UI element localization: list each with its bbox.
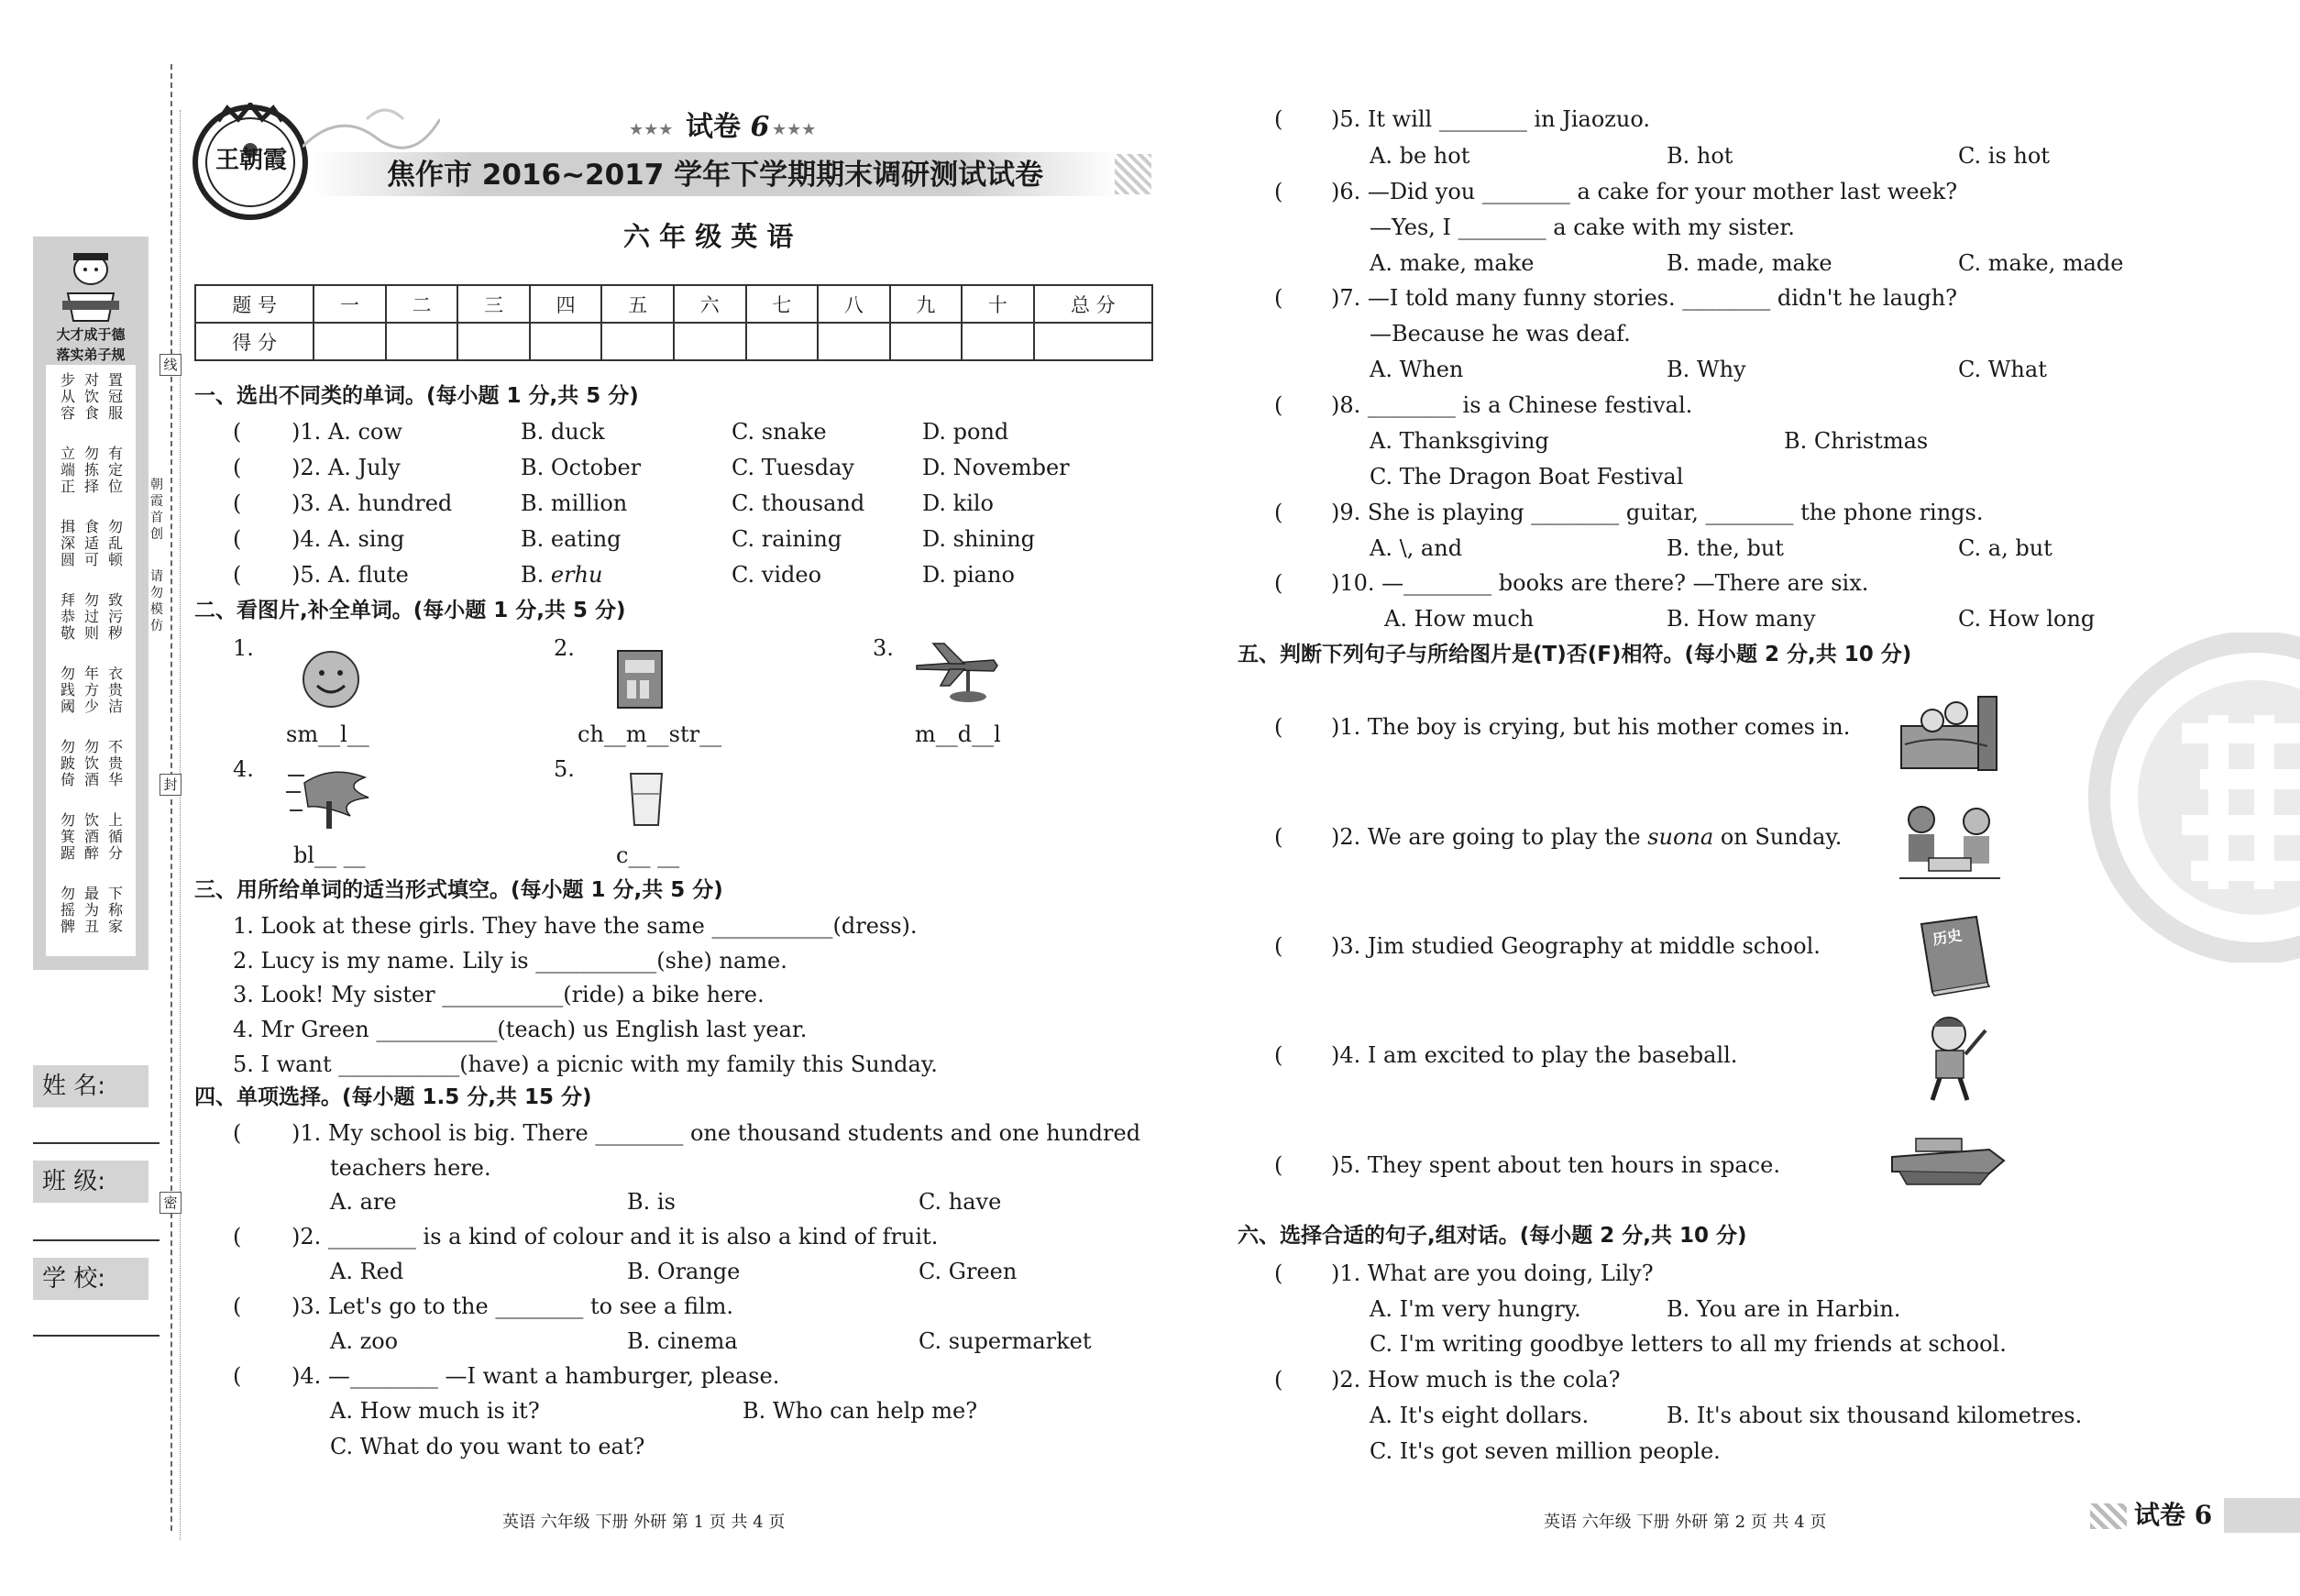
s2-word-4: bl__ __ <box>293 842 366 868</box>
s4-q7-b: B. Why <box>1667 357 1746 382</box>
motto-top: 大才成于德 <box>56 326 126 343</box>
s2-word-2: ch__m__str__ <box>578 721 722 747</box>
exam-title: 焦作市 2016~2017 学年下学期期末调研测试试卷 <box>387 159 1044 192</box>
score-cell[interactable] <box>818 323 890 360</box>
s4-q2-a: A. Red <box>330 1259 404 1284</box>
s4-q10-stem: )10. —________ books are there? —There are six. <box>1331 570 1869 596</box>
motto-bottom: 落实弟子规 <box>56 347 126 363</box>
s2-num-2: 2. <box>554 635 575 661</box>
s4-q3-stem: )3. Let's go to the ________ to see a film. <box>292 1293 734 1319</box>
s4-q2-paren[interactable]: ( <box>233 1224 242 1249</box>
s6-q1-a: A. I'm very hungry. <box>1370 1296 1581 1322</box>
s4-q5-stem: )5. It will ________ in Jiaozuo. <box>1331 106 1651 132</box>
paper-stars-right: ★★★ <box>772 120 817 139</box>
s1-option-b-label: B. <box>521 562 551 588</box>
footer-badge-bar <box>2224 1498 2300 1533</box>
s6-q1-paren[interactable]: ( <box>1274 1260 1283 1286</box>
rule-column: 勿过则 <box>83 591 99 642</box>
s4-q4-stem: )4. —________ —I want a hamburger, please. <box>292 1363 780 1389</box>
glass-icon <box>625 770 667 829</box>
class-label: 班 级: <box>33 1161 149 1203</box>
s6-q2-c: C. It's got seven million people. <box>1370 1438 1721 1464</box>
fold-label-1: 线 <box>160 354 182 376</box>
rules-box <box>46 365 136 956</box>
score-table-score-row <box>195 323 1152 360</box>
s5-q5-text: )5. They spent about ten hours in space. <box>1331 1152 1780 1178</box>
s4-q2-c: C. Green <box>919 1259 1018 1284</box>
confidential-seal-icon <box>2081 633 2300 963</box>
rule-column: 步从容 <box>60 371 75 422</box>
section4-heading: 四、单项选择。(每小题 1.5 分,共 15 分) <box>194 1085 592 1109</box>
s4-q7-stem: )7. —I told many funny stories. ________ didn't he laugh? <box>1331 285 1958 311</box>
s4-q4-paren[interactable]: ( <box>233 1363 242 1389</box>
paper-number: 6 <box>750 111 770 143</box>
question-column-header: 四 <box>530 285 602 323</box>
question-column-header: 六 <box>674 285 746 323</box>
windy-tree-icon <box>286 765 378 831</box>
s5-q2-paren[interactable]: ( <box>1274 824 1283 850</box>
fold-label-2: 封 <box>160 774 182 796</box>
section6-heading: 六、选择合适的句子,组对话。(每小题 2 分,共 10 分) <box>1238 1224 1747 1248</box>
s4-q9-stem: )9. She is playing ________ guitar, ________ the phone rings. <box>1331 500 1984 525</box>
s1-option-a: )3. A. hundred <box>292 490 453 516</box>
question-column-header: 二 <box>386 285 458 323</box>
s2-num-3: 3. <box>873 635 894 661</box>
question-column-header: 五 <box>601 285 674 323</box>
s1-option-b-word: erhu <box>550 562 603 588</box>
s4-q5-a: A. be hot <box>1370 143 1470 169</box>
section3-heading: 三、用所给单词的适当形式填空。(每小题 1 分,共 5 分) <box>194 878 723 902</box>
question-column-header: 八 <box>818 285 890 323</box>
score-cell[interactable] <box>386 323 458 360</box>
s1-option-d: D. shining <box>922 526 1036 552</box>
chemistry-book-icon <box>612 647 669 713</box>
s6-q2-stem: )2. How much is the cola? <box>1331 1367 1621 1392</box>
s1-option-c: C. video <box>732 562 822 588</box>
subject-title: 六 年 级 英 语 <box>623 221 794 252</box>
s4-q6-a: A. make, make <box>1370 250 1535 276</box>
s2-num-1: 1. <box>233 635 254 661</box>
s5-q4-text: )4. I am excited to play the baseball. <box>1331 1042 1738 1068</box>
s4-q6-b: B. made, make <box>1667 250 1832 276</box>
s1-answer-paren[interactable]: ( <box>233 419 242 445</box>
section2-heading: 二、看图片,补全单词。(每小题 1 分,共 5 分) <box>194 599 626 622</box>
s3-item-3: 3. Look! My sister ___________(ride) a bike here. <box>233 982 765 1007</box>
s4-q3-a: A. zoo <box>330 1328 399 1354</box>
s4-q1-b: B. is <box>627 1189 676 1215</box>
s1-answer-paren[interactable]: ( <box>233 526 242 552</box>
title-bar-dots <box>1115 154 1151 194</box>
s1-option-c: C. raining <box>732 526 842 552</box>
s6-q1-stem: )1. What are you doing, Lily? <box>1331 1260 1654 1286</box>
s2-num-4: 4. <box>233 756 254 782</box>
s4-q10-a: A. How much <box>1384 606 1535 632</box>
score-cell[interactable] <box>962 323 1034 360</box>
footer-badge: 试卷 6 <box>2134 1500 2213 1530</box>
total-header: 总 分 <box>1034 285 1152 323</box>
rule-column: 勿箕踞 <box>60 811 75 862</box>
s5-q2-text-start: )2. We are going to play the <box>1331 824 1648 850</box>
s2-num-5: 5. <box>554 756 575 782</box>
kids-playing-chess-icon <box>1896 801 2004 884</box>
s3-item-5: 5. I want ___________(have) a picnic with my family this Sunday. <box>233 1051 938 1077</box>
motto-strip <box>33 237 149 970</box>
s4-q9-a: A. \, and <box>1370 535 1463 561</box>
s4-q6-paren[interactable]: ( <box>1274 179 1283 204</box>
s1-option-d: D. November <box>922 455 1070 480</box>
name-field[interactable] <box>33 1142 160 1144</box>
score-cell[interactable] <box>457 323 530 360</box>
rule-column: 勿跛倚 <box>60 738 75 788</box>
s1-option-b: B. eating <box>521 526 622 552</box>
s4-q1-stem: )1. My school is big. There ________ one thousand students and one hundred <box>292 1120 1141 1146</box>
s4-q8-paren[interactable]: ( <box>1274 392 1283 418</box>
s3-item-4: 4. Mr Green ___________(teach) us English last year. <box>233 1017 808 1042</box>
s1-option-c: C. Tuesday <box>732 455 854 480</box>
s5-q2-italic-word: suona <box>1647 824 1714 850</box>
s1-option-b: B. million <box>521 490 628 516</box>
s4-q8-a: A. Thanksgiving <box>1370 428 1549 454</box>
footer-badge-dots <box>2090 1503 2127 1529</box>
s1-option-d: D. pond <box>922 419 1009 445</box>
rule-column: 食适可 <box>83 518 99 568</box>
s1-option-a: )4. A. sing <box>292 526 405 552</box>
s5-q1-text: )1. The boy is crying, but his mother comes in. <box>1331 714 1851 740</box>
question-column-header: 一 <box>314 285 386 323</box>
rule-column: 揖深圆 <box>60 518 75 568</box>
s4-q6-stem2: —Yes, I ________ a cake with my sister. <box>1370 215 1795 240</box>
s1-option-b: B. October <box>521 455 642 480</box>
rule-column: 年方少 <box>83 665 99 715</box>
rule-column: 不贵华 <box>107 738 123 788</box>
s1-option-a: )5. A. flute <box>292 562 409 588</box>
s4-q7-c: C. What <box>1958 357 2047 382</box>
score-cell[interactable] <box>746 323 819 360</box>
s4-q5-b: B. hot <box>1667 143 1733 169</box>
s4-q7-stem2: —Because he was deaf. <box>1370 321 1631 347</box>
fold-label-3: 密 <box>160 1192 182 1214</box>
smiley-face-icon <box>299 647 363 711</box>
cut-line-inner <box>180 110 181 1540</box>
name-label: 姓 名: <box>33 1065 149 1107</box>
score-cell[interactable] <box>1034 323 1152 360</box>
s6-q1-c: C. I'm writing goodbye letters to all my friends at school. <box>1370 1331 2007 1357</box>
s4-q9-b: B. the, but <box>1667 535 1784 561</box>
s5-q5-paren[interactable]: ( <box>1274 1152 1283 1178</box>
question-column-header: 七 <box>746 285 819 323</box>
sick-boy-in-bed-icon <box>1896 689 2002 777</box>
s1-option-b: B. duck <box>521 419 605 445</box>
s4-q10-paren[interactable]: ( <box>1274 570 1283 596</box>
paper-label-text: 试卷 <box>686 111 741 143</box>
s6-q2-b: B. It's about six thousand kilometres. <box>1667 1403 2083 1428</box>
ribbon-decoration-icon <box>303 101 440 156</box>
s1-option-c: C. thousand <box>732 490 865 516</box>
s4-q1-stem2: teachers here. <box>330 1155 491 1181</box>
s5-q2-text <box>1331 823 1842 851</box>
s4-q4-c: C. What do you want to eat? <box>330 1434 645 1459</box>
s1-answer-paren[interactable]: ( <box>233 455 242 480</box>
score-cell[interactable] <box>530 323 602 360</box>
s1-option-c: C. snake <box>732 419 827 445</box>
s1-option-d: D. piano <box>922 562 1015 588</box>
s4-q6-c: C. make, made <box>1958 250 2124 276</box>
s4-q1-paren[interactable]: ( <box>233 1120 242 1146</box>
rule-column: 勿拣择 <box>83 445 99 495</box>
s5-q3-paren[interactable]: ( <box>1274 933 1283 959</box>
s4-q1-a: A. are <box>330 1189 397 1215</box>
s4-q3-b: B. cinema <box>627 1328 738 1354</box>
s4-q10-b: B. How many <box>1667 606 1816 632</box>
s4-q7-a: A. When <box>1370 357 1464 382</box>
s1-answer-paren[interactable]: ( <box>233 562 242 588</box>
baseball-boy-icon <box>1912 1008 1991 1106</box>
paper-stars-left: ★★★ <box>629 120 674 139</box>
s4-q8-b: B. Christmas <box>1784 428 1929 454</box>
rule-column: 上循分 <box>107 811 123 862</box>
s2-word-1: sm__l__ <box>286 721 369 747</box>
s1-option-a: )1. A. cow <box>292 419 402 445</box>
score-cell[interactable] <box>314 323 386 360</box>
logo-text: 王朝霞 <box>215 147 287 174</box>
score-cell[interactable] <box>890 323 963 360</box>
s5-q2-text-tail: on Sunday. <box>1713 824 1843 850</box>
s4-q8-stem: )8. ________ is a Chinese festival. <box>1331 392 1693 418</box>
history-book-label: 历史 <box>1931 926 1964 949</box>
section5-heading: 五、判断下列句子与所给图片是(T)否(F)相符。(每小题 2 分,共 10 分) <box>1238 643 1912 666</box>
rule-column: 立端正 <box>60 445 75 495</box>
score-table-header-row <box>195 285 1152 323</box>
school-label: 学 校: <box>33 1258 149 1300</box>
notice-1: 朝霞首创 <box>150 478 163 542</box>
s6-q1-b: B. You are in Harbin. <box>1667 1296 1901 1322</box>
s6-q2-a: A. It's eight dollars. <box>1370 1403 1590 1428</box>
s3-item-1: 1. Look at these girls. They have the same ___________(dress). <box>233 913 918 939</box>
footer-left: 英语 六年级 下册 外研 第 1 页 共 4 页 <box>502 1513 786 1532</box>
score-table <box>194 284 1153 361</box>
s2-word-3: m__d__l <box>915 721 1001 747</box>
rule-column: 勿乱顿 <box>107 518 123 568</box>
rule-column: 对饮食 <box>83 371 99 422</box>
s3-item-2: 2. Lucy is my name. Lily is ___________(she) name. <box>233 948 787 974</box>
question-column-header: 九 <box>890 285 963 323</box>
s4-q10-c: C. How long <box>1958 606 2096 632</box>
score-row-label: 得 分 <box>195 323 314 360</box>
question-number-header: 题 号 <box>195 285 314 323</box>
score-cell[interactable] <box>601 323 674 360</box>
s4-q5-c: C. is hot <box>1958 143 2050 169</box>
s4-q6-stem: )6. —Did you ________ a cake for your mother last week? <box>1331 179 1958 204</box>
s4-q2-b: B. Orange <box>627 1259 741 1284</box>
s1-option-d: D. kilo <box>922 490 994 516</box>
rule-column: 置冠服 <box>107 371 123 422</box>
score-cell[interactable] <box>674 323 746 360</box>
school-field[interactable] <box>33 1335 160 1337</box>
rule-column: 饮酒醉 <box>83 811 99 862</box>
rule-column: 勿践阈 <box>60 665 75 715</box>
s4-q9-c: C. a, but <box>1958 535 2052 561</box>
paper-label <box>686 111 770 143</box>
s4-q1-c: C. have <box>919 1189 1002 1215</box>
cut-line-outer <box>171 64 172 1531</box>
s4-q2-stem: )2. ________ is a kind of colour and it is also a kind of fruit. <box>292 1224 939 1249</box>
notice-2: 请勿模仿 <box>150 569 163 633</box>
rule-column: 勿饮酒 <box>83 738 99 788</box>
class-field[interactable] <box>33 1239 160 1241</box>
s4-q3-c: C. supermarket <box>919 1328 1092 1354</box>
rule-column: 最为丑 <box>83 885 99 935</box>
section1-heading: 一、选出不同类的单词。(每小题 1 分,共 5 分) <box>194 384 639 408</box>
spaceship-icon <box>1888 1124 2008 1190</box>
rule-column: 致污秽 <box>107 591 123 642</box>
rule-column: 有定位 <box>107 445 123 495</box>
s2-word-5: c__ __ <box>616 842 680 868</box>
rule-column: 衣贵洁 <box>107 665 123 715</box>
footer-right: 英语 六年级 下册 外研 第 2 页 共 4 页 <box>1544 1513 1827 1532</box>
s4-q4-a: A. How much is it? <box>330 1398 540 1424</box>
s5-q3-text: )3. Jim studied Geography at middle school. <box>1331 933 1821 959</box>
s4-q4-b: B. Who can help me? <box>743 1398 978 1424</box>
s4-q8-c: C. The Dragon Boat Festival <box>1370 464 1684 490</box>
s5-q4-paren[interactable]: ( <box>1274 1042 1283 1068</box>
s4-q9-paren[interactable]: ( <box>1274 500 1283 525</box>
s4-q7-paren[interactable]: ( <box>1274 285 1283 311</box>
question-column-header: 三 <box>457 285 530 323</box>
rule-column: 下称家 <box>107 885 123 935</box>
s1-answer-paren[interactable]: ( <box>233 490 242 516</box>
rule-column: 拜恭敬 <box>60 591 75 642</box>
question-column-header: 十 <box>962 285 1034 323</box>
model-plane-icon <box>913 640 1001 706</box>
rule-column: 勿摇髀 <box>60 885 75 935</box>
s5-q1-paren[interactable]: ( <box>1274 714 1283 740</box>
s1-option-b <box>521 561 603 589</box>
s1-option-a: )2. A. July <box>292 455 401 480</box>
s4-q3-paren[interactable]: ( <box>233 1293 242 1319</box>
s6-q2-paren[interactable]: ( <box>1274 1367 1283 1392</box>
child-reading-icon <box>57 248 125 325</box>
s4-q5-paren[interactable]: ( <box>1274 106 1283 132</box>
